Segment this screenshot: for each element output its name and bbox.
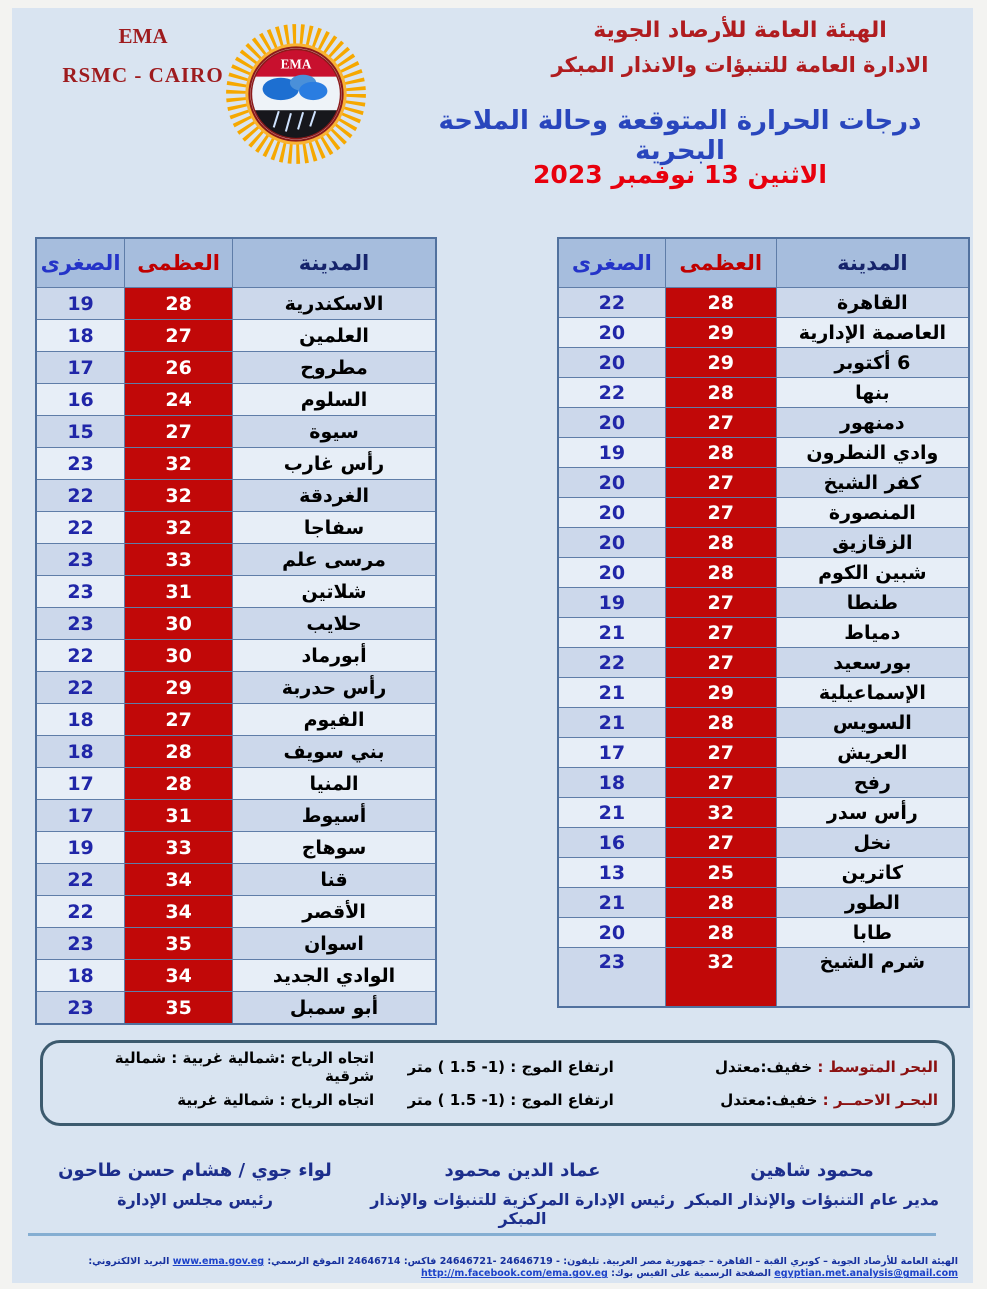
min-temp-cell: 20: [559, 528, 665, 557]
mediterranean-row: [57, 1049, 938, 1083]
max-temp-cell: 25: [666, 858, 776, 887]
city-cell: العلمين: [233, 320, 435, 351]
column-header-max: العظمى: [666, 239, 776, 287]
email-link[interactable]: egyptian.met.analysis@gmail.com: [774, 1268, 958, 1280]
min-temp-cell: 19: [37, 288, 124, 319]
min-temp-cell: 20: [559, 468, 665, 497]
min-temp-cell: 17: [37, 768, 124, 799]
city-cell: وادي النطرون: [777, 438, 968, 467]
city-cell: شلاتين: [233, 576, 435, 607]
max-temp-cell: 32: [125, 512, 232, 543]
city-cell: سوهاج: [233, 832, 435, 863]
min-temp-cell: 17: [37, 800, 124, 831]
org-ar-line1: الهيئة العامة للأرصاد الجوية: [593, 18, 887, 43]
city-cell: مطروح: [233, 352, 435, 383]
min-temp-cell: 23: [37, 576, 124, 607]
sea-name: البحر المتوسط :: [817, 1058, 938, 1076]
sea-name: البحـر الاحمــر :: [822, 1091, 938, 1109]
min-temp-cell: 23: [37, 448, 124, 479]
city-cell: كاترين: [777, 858, 968, 887]
max-temp-cell: 27: [666, 618, 776, 647]
max-temp-cell: 27: [666, 408, 776, 437]
page-title: درجات الحرارة المتوقعة وحالة الملاحة البحرية: [438, 106, 922, 166]
city-cell: سيوة: [233, 416, 435, 447]
min-temp-cell: 20: [559, 348, 665, 377]
column-header-city: المدينة: [233, 239, 435, 287]
city-cell: القاهرة: [777, 288, 968, 317]
max-temp-cell: 28: [125, 736, 232, 767]
min-temp-cell: 23: [37, 608, 124, 639]
city-cell: رأس حدربة: [233, 672, 435, 703]
city-cell: السلوم: [233, 384, 435, 415]
min-temp-cell: 19: [559, 588, 665, 617]
wind-direction: اتجاه الرياح :شمالية غربية : شمالية شرقية: [114, 1049, 375, 1085]
city-cell: الاسكندرية: [233, 288, 435, 319]
footer-address-phone: الهيئة العامة للأرصاد الجوية – كوبري القبة – القاهرة – جمهورية مصر العربية. تليفون: - 24646719 -24646721 فاكس: 24646714 الموقع الرسمي:: [267, 1256, 958, 1267]
min-temp-cell: 19: [37, 832, 124, 863]
column-header-max: العظمى: [125, 239, 232, 287]
signature-forecast-director: [657, 1160, 967, 1209]
city-cell: شبين الكوم: [777, 558, 968, 587]
wind-direction: اتجاه الرياح : شمالية غربية: [177, 1091, 375, 1109]
min-temp-cell: 16: [559, 828, 665, 857]
max-temp-cell: 27: [666, 738, 776, 767]
signature-name: محمود شاهين: [750, 1160, 874, 1181]
max-temp-cell: 27: [666, 828, 776, 857]
max-temp-cell: 26: [125, 352, 232, 383]
city-cell: الفيوم: [233, 704, 435, 735]
max-temp-cell: 27: [666, 648, 776, 677]
sea-state: [647, 1058, 938, 1076]
min-temp-cell: 20: [559, 318, 665, 347]
min-temp-cell: 22: [559, 288, 665, 317]
org-rsmc: RSMC - CAIRO: [62, 63, 224, 87]
min-temp-cell: 23: [559, 948, 665, 1006]
max-temp-cell: 29: [666, 678, 776, 707]
max-temp-cell: 34: [125, 896, 232, 927]
min-temp-cell: 18: [37, 320, 124, 351]
max-temp-cell: 28: [666, 378, 776, 407]
min-temp-cell: 17: [559, 738, 665, 767]
website-link[interactable]: www.ema.gov.eg: [172, 1256, 264, 1267]
sea-state: [647, 1091, 938, 1109]
city-cell: أبورماد: [233, 640, 435, 671]
max-temp-cell: 27: [125, 320, 232, 351]
sea-state-value: خفيف:معتدل: [714, 1058, 813, 1076]
city-cell: السويس: [777, 708, 968, 737]
min-temp-cell: 21: [559, 618, 665, 647]
column-header-min: الصغرى: [37, 239, 124, 287]
org-ar-line2: الادارة العامة للتنبؤات والانذار المبكر: [551, 53, 929, 77]
city-cell: دمياط: [777, 618, 968, 647]
min-temp-cell: 21: [559, 798, 665, 827]
max-temp-cell: 32: [666, 948, 776, 1006]
max-temp-cell: 28: [666, 558, 776, 587]
city-cell: 6 أكتوبر: [777, 348, 968, 377]
facebook-link[interactable]: http://m.facebook.com/ema.gov.eg: [420, 1268, 608, 1280]
city-cell: سفاجا: [233, 512, 435, 543]
signature-board-chairman: [45, 1160, 345, 1209]
city-cell: شرم الشيخ: [777, 948, 968, 1006]
signature-name: عماد الدين محمود: [444, 1160, 601, 1181]
signature-role: رئيس مجلس الإدارة: [117, 1190, 273, 1209]
max-temp-cell: 28: [666, 918, 776, 947]
red-sea-row: [57, 1083, 938, 1117]
min-temp-cell: 18: [37, 960, 124, 991]
min-temp-cell: 22: [559, 378, 665, 407]
min-temp-cell: 19: [559, 438, 665, 467]
min-temp-cell: 16: [37, 384, 124, 415]
min-temp-cell: 17: [37, 352, 124, 383]
max-temp-cell: 35: [125, 992, 232, 1023]
max-temp-cell: 27: [666, 768, 776, 797]
min-temp-cell: 23: [37, 992, 124, 1023]
city-cell: الإسماعيلية: [777, 678, 968, 707]
temperature-table-right: [557, 237, 970, 1008]
wave-height: ارتفاع الموج : (1- 1.5 ) متر: [407, 1058, 614, 1076]
city-cell: العاصمة الإدارية: [777, 318, 968, 347]
footer-contact-info: [50, 1256, 958, 1281]
min-temp-cell: 21: [559, 888, 665, 917]
min-temp-cell: 22: [37, 896, 124, 927]
max-temp-cell: 32: [125, 448, 232, 479]
max-temp-cell: 29: [666, 348, 776, 377]
signature-role: رئيس الإدارة المركزية للتنبؤات والإنذار المبكر: [370, 1190, 675, 1228]
org-name-english: [38, 24, 248, 88]
min-temp-cell: 22: [37, 480, 124, 511]
min-temp-cell: 20: [559, 918, 665, 947]
city-cell: بنها: [777, 378, 968, 407]
sea-state-value: خفيف:معتدل: [720, 1091, 818, 1109]
city-cell: العريش: [777, 738, 968, 767]
city-cell: كفر الشيخ: [777, 468, 968, 497]
max-temp-cell: 33: [125, 832, 232, 863]
max-temp-cell: 35: [125, 928, 232, 959]
max-temp-cell: 24: [125, 384, 232, 415]
signature-central-admin-head: [350, 1160, 695, 1228]
min-temp-cell: 18: [37, 704, 124, 735]
city-cell: الأقصر: [233, 896, 435, 927]
temperature-table-left: [35, 237, 437, 1025]
logo-ema-text: EMA: [280, 56, 312, 72]
min-temp-cell: 22: [37, 864, 124, 895]
city-cell: دمنهور: [777, 408, 968, 437]
signature-name: لواء جوي / هشام حسن طاحون: [58, 1160, 332, 1181]
city-cell: بورسعيد: [777, 648, 968, 677]
max-temp-cell: 27: [666, 498, 776, 527]
org-abbr: EMA: [118, 24, 168, 48]
max-temp-cell: 28: [666, 528, 776, 557]
signature-role: مدير عام التنبؤات والإنذار المبكر: [684, 1190, 940, 1209]
max-temp-cell: 29: [666, 318, 776, 347]
max-temp-cell: 32: [125, 480, 232, 511]
max-temp-cell: 27: [125, 416, 232, 447]
min-temp-cell: 22: [37, 640, 124, 671]
footer-facebook-label: الصفحة الرسمية على الفيس بوك:: [611, 1268, 771, 1280]
forecast-date: الاثنين 13 نوفمبر 2023: [533, 160, 827, 189]
min-temp-cell: 21: [559, 708, 665, 737]
city-cell: مرسى علم: [233, 544, 435, 575]
city-cell: بني سويف: [233, 736, 435, 767]
max-temp-cell: 28: [125, 288, 232, 319]
max-temp-cell: 30: [125, 608, 232, 639]
max-temp-cell: 32: [666, 798, 776, 827]
min-temp-cell: 22: [37, 672, 124, 703]
city-cell: الزقازيق: [777, 528, 968, 557]
max-temp-cell: 28: [666, 288, 776, 317]
org-name-arabic: [515, 18, 965, 77]
city-cell: المنيا: [233, 768, 435, 799]
max-temp-cell: 28: [666, 438, 776, 467]
max-temp-cell: 27: [666, 588, 776, 617]
max-temp-cell: 31: [125, 800, 232, 831]
city-cell: نخل: [777, 828, 968, 857]
min-temp-cell: 22: [559, 648, 665, 677]
city-cell: الغردقة: [233, 480, 435, 511]
marine-conditions-box: [40, 1040, 955, 1126]
min-temp-cell: 23: [37, 544, 124, 575]
max-temp-cell: 30: [125, 640, 232, 671]
min-temp-cell: 20: [559, 408, 665, 437]
max-temp-cell: 33: [125, 544, 232, 575]
max-temp-cell: 28: [666, 888, 776, 917]
max-temp-cell: 27: [666, 468, 776, 497]
min-temp-cell: 20: [559, 558, 665, 587]
column-header-min: الصغرى: [559, 239, 665, 287]
wave-height: ارتفاع الموج : (1- 1.5 ) متر: [407, 1091, 614, 1109]
city-cell: الوادي الجديد: [233, 960, 435, 991]
city-cell: اسوان: [233, 928, 435, 959]
city-cell: رأس سدر: [777, 798, 968, 827]
min-temp-cell: 18: [37, 736, 124, 767]
footer-email-label: البريد الالكتروني:: [88, 1256, 170, 1267]
city-cell: طابا: [777, 918, 968, 947]
max-temp-cell: 29: [125, 672, 232, 703]
column-header-city: المدينة: [777, 239, 968, 287]
city-cell: أسيوط: [233, 800, 435, 831]
min-temp-cell: 22: [37, 512, 124, 543]
city-cell: رأس غارب: [233, 448, 435, 479]
city-cell: قنا: [233, 864, 435, 895]
ema-logo: [220, 18, 372, 170]
max-temp-cell: 31: [125, 576, 232, 607]
city-cell: رفح: [777, 768, 968, 797]
city-cell: حلايب: [233, 608, 435, 639]
max-temp-cell: 28: [666, 708, 776, 737]
min-temp-cell: 20: [559, 498, 665, 527]
min-temp-cell: 13: [559, 858, 665, 887]
city-cell: الطور: [777, 888, 968, 917]
max-temp-cell: 27: [125, 704, 232, 735]
min-temp-cell: 18: [559, 768, 665, 797]
city-cell: أبو سمبل: [233, 992, 435, 1023]
max-temp-cell: 28: [125, 768, 232, 799]
footer-divider: [28, 1233, 936, 1236]
min-temp-cell: 23: [37, 928, 124, 959]
city-cell: طنطا: [777, 588, 968, 617]
min-temp-cell: 15: [37, 416, 124, 447]
max-temp-cell: 34: [125, 864, 232, 895]
max-temp-cell: 34: [125, 960, 232, 991]
min-temp-cell: 21: [559, 678, 665, 707]
city-cell: المنصورة: [777, 498, 968, 527]
